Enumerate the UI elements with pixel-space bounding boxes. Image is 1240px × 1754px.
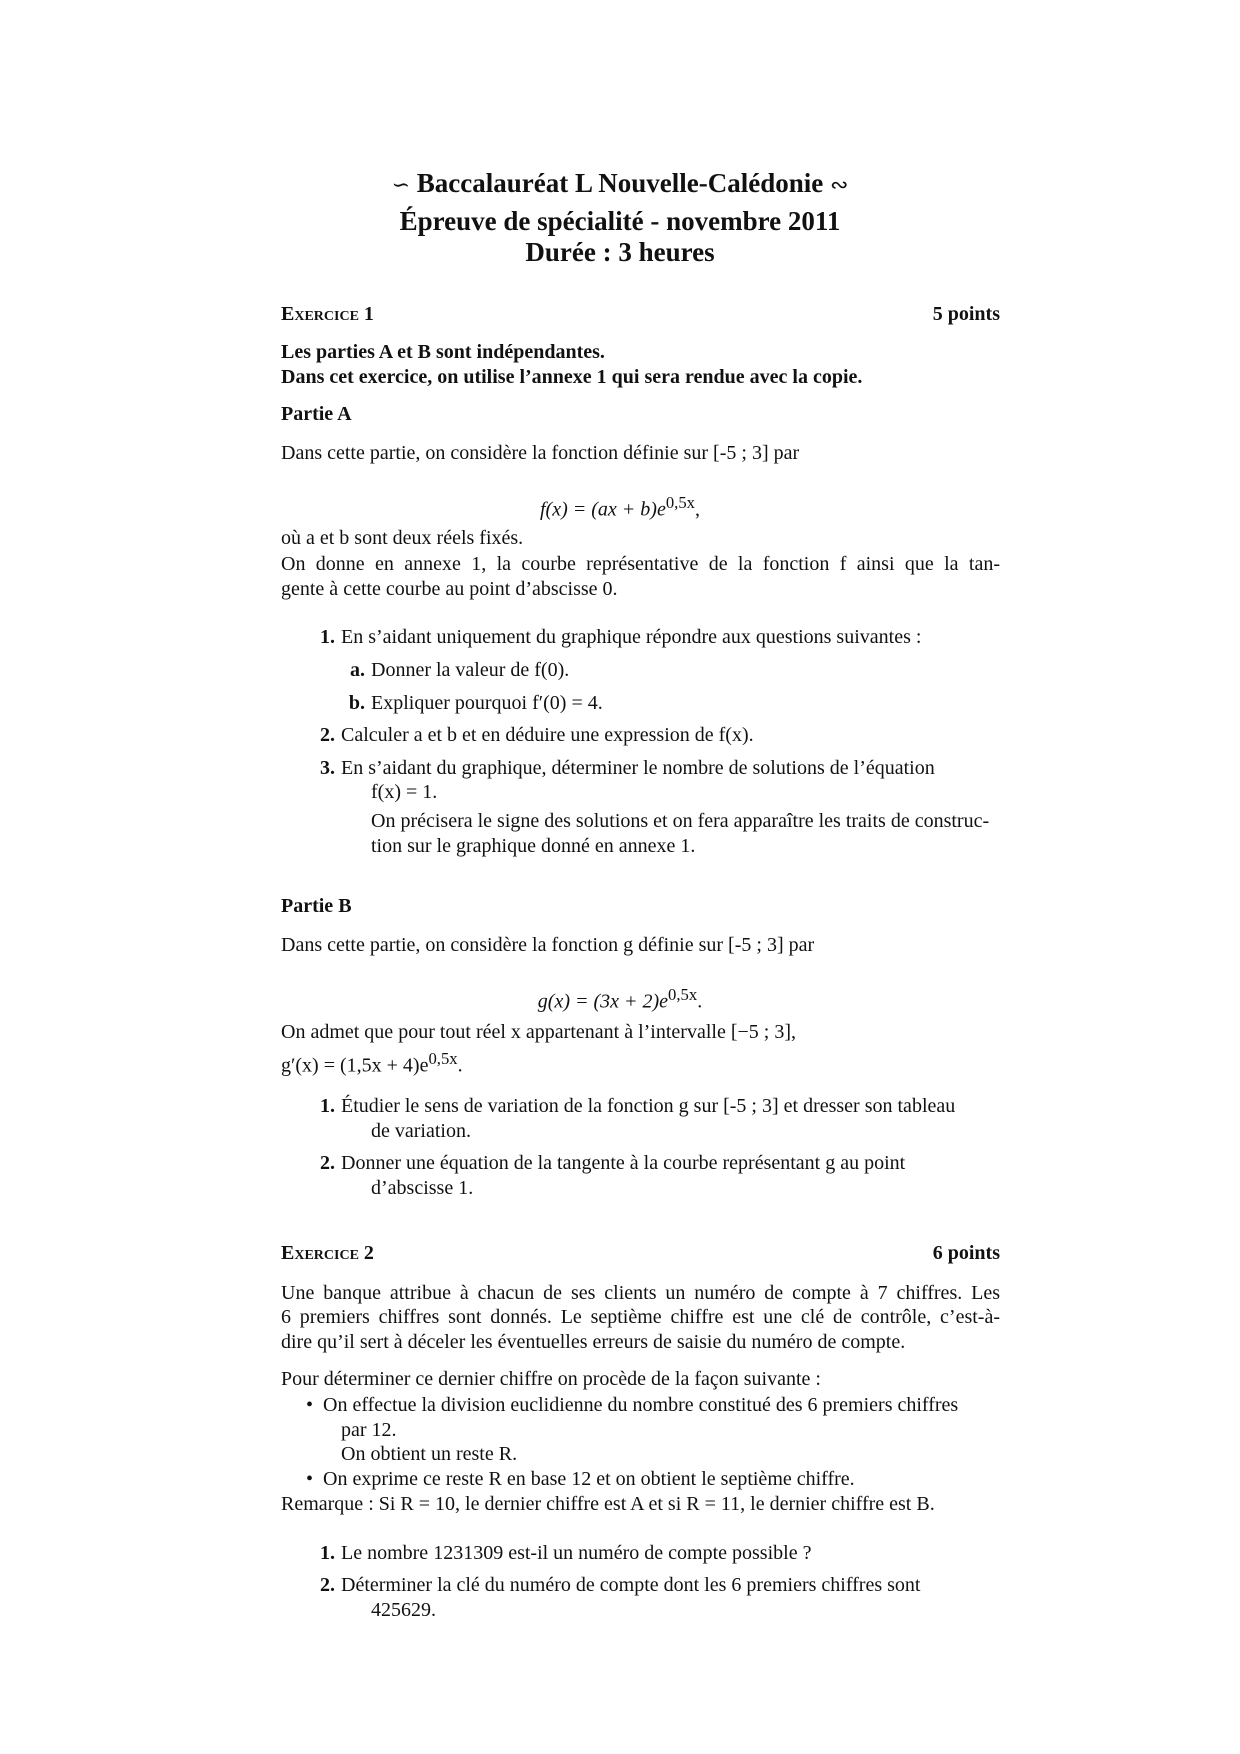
formula-end: . bbox=[697, 990, 703, 1013]
question-text: En s’aidant uniquement du graphique répondre aux questions suivantes : bbox=[341, 626, 922, 648]
formula-exponent: 0,5x bbox=[668, 985, 698, 1004]
formula-exponent: 0,5x bbox=[428, 1049, 458, 1068]
question-number: 3. bbox=[320, 757, 335, 779]
formula-f bbox=[0, 490, 1240, 523]
intro-line: Dans cet exercice, on utilise l’annexe 1 qui sera rendue avec la copie. bbox=[281, 366, 863, 388]
question-text: Donner la valeur de f(0). bbox=[371, 659, 570, 681]
question-1 bbox=[311, 625, 1000, 650]
question-text: Expliquer pourquoi f′(0) = 4. bbox=[371, 692, 603, 714]
formula-g-prime bbox=[281, 1046, 1000, 1079]
paragraph: Une banque attribue à chacun de ses clients un numéro de compte à 7 chiffres. Les bbox=[281, 1282, 1000, 1304]
question-text: tion sur le graphique donné en annexe 1. bbox=[371, 835, 696, 857]
question-number: b. bbox=[348, 692, 365, 714]
part-b-heading: Partie B bbox=[281, 895, 352, 917]
formula-text: g(x) = (3x + 2)e bbox=[537, 990, 669, 1013]
question-text: de variation. bbox=[371, 1120, 471, 1142]
question-text: Donner une équation de la tangente à la courbe représentant g au point bbox=[341, 1152, 906, 1174]
ex2-question-1 bbox=[311, 1541, 1000, 1566]
question-text: On précisera le signe des solutions et on fera apparaître les traits de construc- bbox=[371, 810, 990, 832]
ornament-left-icon: ∽ bbox=[391, 172, 411, 197]
question-3 bbox=[311, 756, 1000, 781]
formula-exponent: 0,5x bbox=[665, 493, 695, 512]
question-text: Calculer a et b et en déduire une expression de f(x). bbox=[341, 724, 754, 746]
question-number: 2. bbox=[320, 1574, 335, 1596]
question-number: 1. bbox=[320, 1542, 335, 1564]
question-number: a. bbox=[350, 659, 365, 681]
subtitle: Épreuve de spécialité - novembre 2011 bbox=[399, 206, 841, 236]
question-text: f(x) = 1. bbox=[371, 781, 438, 803]
bullet-1: • On effectue la division euclidienne du nombre constitué des 6 premiers chiffres bbox=[306, 1394, 959, 1416]
question-number: 1. bbox=[320, 1095, 335, 1117]
part-a-heading: Partie A bbox=[281, 403, 352, 425]
question-2 bbox=[311, 723, 1000, 748]
exercise-title: Exercice 2 bbox=[281, 1242, 374, 1264]
bullet-text: On exprime ce reste R en base 12 et on obtient le septième chiffre. bbox=[323, 1468, 855, 1490]
bullet-2: • On exprime ce reste R en base 12 et on obtient le septième chiffre. bbox=[306, 1468, 855, 1490]
formula-text: f(x) = (ax + b)e bbox=[540, 498, 666, 521]
part-b-question-1 bbox=[311, 1094, 1000, 1119]
paragraph: Pour déterminer ce dernier chiffre on procède de la façon suivante : bbox=[281, 1368, 821, 1390]
bullet-text: On effectue la division euclidienne du nombre constitué des 6 premiers chiffres bbox=[323, 1394, 959, 1416]
duration: Durée : 3 heures bbox=[525, 237, 715, 267]
question-number: 2. bbox=[320, 1152, 335, 1174]
part-b-question-2 bbox=[311, 1151, 1000, 1176]
question-text: Déterminer la clé du numéro de compte dont les 6 premiers chiffres sont bbox=[341, 1574, 921, 1596]
paragraph: où a et b sont deux réels fixés. bbox=[281, 527, 524, 549]
title-line-1 bbox=[0, 168, 1240, 200]
paragraph: dire qu’il sert à déceler les éventuelles erreurs de saisie du numéro de compte. bbox=[281, 1331, 906, 1353]
paragraph: Dans cette partie, on considère la fonction g définie sur [-5 ; 3] par bbox=[281, 934, 815, 956]
paragraph: On admet que pour tout réel x appartenant à l’intervalle [−5 ; 3], bbox=[281, 1021, 796, 1043]
bullet-text: par 12. bbox=[341, 1419, 397, 1441]
formula-end: . bbox=[457, 1054, 463, 1077]
remark: Remarque : Si R = 10, le dernier chiffre est A et si R = 11, le dernier chiffre est B. bbox=[281, 1493, 935, 1515]
question-text: 425629. bbox=[371, 1599, 436, 1621]
exercise-title: Exercice 1 bbox=[281, 303, 374, 325]
question-number: 2. bbox=[320, 724, 335, 746]
ornament-right-icon: ∾ bbox=[829, 172, 849, 197]
paragraph: gente à cette courbe au point d’abscisse 0. bbox=[281, 578, 618, 600]
exercise-2-header bbox=[281, 1241, 1000, 1266]
formula-end: , bbox=[694, 498, 700, 521]
formula-g bbox=[0, 982, 1240, 1015]
question-text: d’abscisse 1. bbox=[371, 1177, 474, 1199]
paragraph: Dans cette partie, on considère la fonction définie sur [-5 ; 3] par bbox=[281, 442, 800, 464]
question-text: Le nombre 1231309 est-il un numéro de compte possible ? bbox=[341, 1542, 812, 1564]
intro-line: Les parties A et B sont indépendantes. bbox=[281, 341, 605, 363]
question-text: En s’aidant du graphique, déterminer le nombre de solutions de l’équation bbox=[341, 757, 935, 779]
title: Baccalauréat L Nouvelle-Calédonie bbox=[416, 168, 824, 198]
formula-text: g′(x) = (1,5x + 4)e bbox=[281, 1054, 429, 1077]
ex2-question-2 bbox=[311, 1573, 1000, 1598]
question-text: Étudier le sens de variation de la fonction g sur [-5 ; 3] et dresser son tableau bbox=[341, 1095, 956, 1117]
exercise-1-header bbox=[281, 302, 1000, 327]
paragraph: 6 premiers chiffres sont donnés. Le septième chiffre est une clé de contrôle, c’est-à- bbox=[281, 1306, 1000, 1328]
bullet-text: On obtient un reste R. bbox=[341, 1443, 518, 1465]
exercise-points: 5 points bbox=[932, 303, 1000, 325]
question-number: 1. bbox=[320, 626, 335, 648]
paragraph: On donne en annexe 1, la courbe représentative de la fonction f ainsi que la tan- bbox=[281, 553, 1000, 575]
exercise-points: 6 points bbox=[932, 1242, 1000, 1264]
question-1b bbox=[341, 691, 1000, 716]
question-1a bbox=[341, 658, 1000, 683]
